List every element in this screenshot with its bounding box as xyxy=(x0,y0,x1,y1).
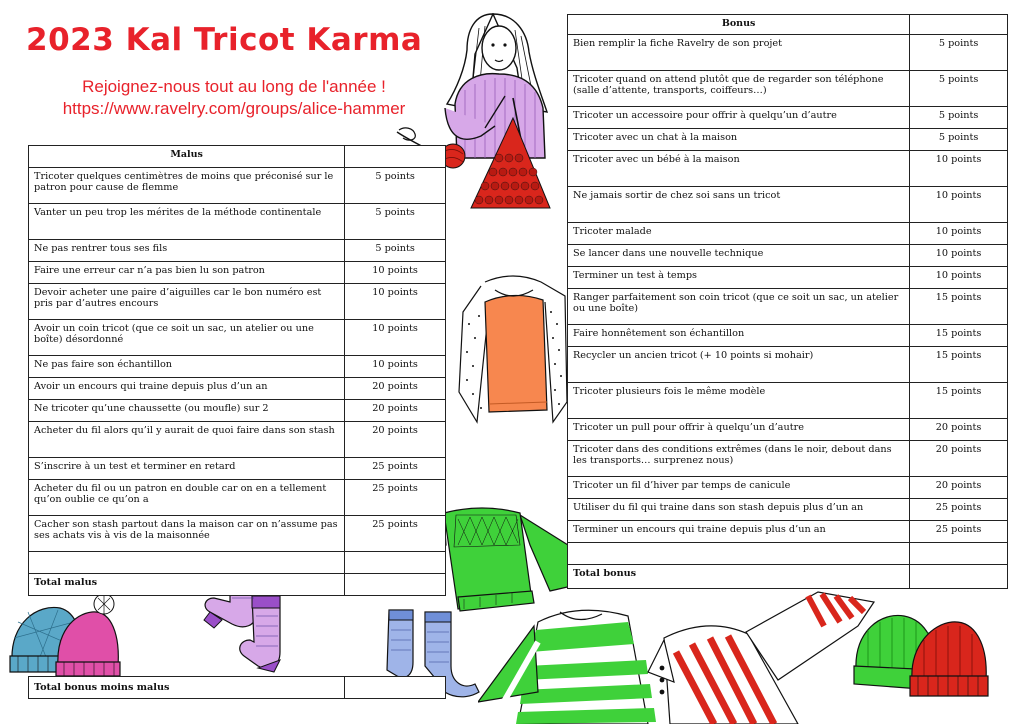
bonus-points: 15 points xyxy=(910,347,1008,383)
blank-row xyxy=(568,543,1008,565)
bonus-label: Tricoter un pull pour offrir à quelqu’un d’autre xyxy=(568,419,910,441)
grand-total-value[interactable] xyxy=(345,677,446,699)
table-row xyxy=(568,347,1008,383)
orange-sweater-illustration xyxy=(455,272,570,442)
bonus-label: Tricoter malade xyxy=(568,223,910,245)
malus-label: S’inscrire à un test et terminer en retard xyxy=(29,458,345,480)
malus-total-value[interactable] xyxy=(345,574,446,596)
table-row xyxy=(568,289,1008,325)
table-row xyxy=(568,267,1008,289)
table-row xyxy=(29,378,446,400)
malus-label: Ne pas faire son échantillon xyxy=(29,356,345,378)
malus-heading: Malus xyxy=(29,146,345,168)
bonus-points: 20 points xyxy=(910,441,1008,477)
malus-label: Cacher son stash partout dans la maison car on n’assume pas ses achats vis à vis de la maisonnée xyxy=(29,516,345,552)
malus-label: Ne tricoter qu’une chaussette (ou moufle) sur 2 xyxy=(29,400,345,422)
malus-points-heading xyxy=(345,146,446,168)
bonus-points: 5 points xyxy=(910,129,1008,151)
table-row xyxy=(29,262,446,284)
table-row xyxy=(568,477,1008,499)
table-row xyxy=(568,441,1008,477)
bonus-label: Tricoter quand on attend plutôt que de regarder son téléphone (salle d’attente, transports, coiffeurs…) xyxy=(568,71,910,107)
grand-total-label: Total bonus moins malus xyxy=(29,677,345,699)
group-link[interactable]: https://www.ravelry.com/groups/alice-hammer xyxy=(62,99,406,118)
table-row xyxy=(568,245,1008,267)
table-row xyxy=(568,419,1008,441)
table-row xyxy=(29,168,446,204)
bonus-points: 25 points xyxy=(910,499,1008,521)
bonus-points: 5 points xyxy=(910,71,1008,107)
bonus-points: 20 points xyxy=(910,419,1008,441)
bonus-points: 15 points xyxy=(910,289,1008,325)
malus-total-label: Total malus xyxy=(29,574,345,596)
blank-row xyxy=(29,552,446,574)
bonus-points: 25 points xyxy=(910,521,1008,543)
bonus-label: Tricoter avec un chat à la maison xyxy=(568,129,910,151)
bonus-points: 10 points xyxy=(910,151,1008,187)
malus-points: 10 points xyxy=(345,262,446,284)
bonus-label: Ranger parfaitement son coin tricot (que ce soit un sac, un atelier ou une boîte) xyxy=(568,289,910,325)
table-row xyxy=(29,204,446,240)
bonus-label: Tricoter dans des conditions extrêmes (dans le noir, debout dans les transports… surprenez nous) xyxy=(568,441,910,477)
bonus-header-row xyxy=(568,15,1008,35)
subtitle-invitation: Rejoignez-nous tout au long de l'année ! xyxy=(82,77,386,96)
malus-points: 20 points xyxy=(345,378,446,400)
malus-label: Ne pas rentrer tous ses fils xyxy=(29,240,345,262)
bonus-points: 5 points xyxy=(910,35,1008,71)
bonus-heading: Bonus xyxy=(568,15,910,35)
bonus-label: Recycler un ancien tricot (+ 10 points si mohair) xyxy=(568,347,910,383)
bonus-points: 10 points xyxy=(910,245,1008,267)
malus-label: Acheter du fil alors qu’il y aurait de quoi faire dans son stash xyxy=(29,422,345,458)
page-title: 2023 Kal Tricot Karma xyxy=(26,22,423,58)
malus-label: Avoir un coin tricot (que ce soit un sac, un atelier ou une boîte) désordonné xyxy=(29,320,345,356)
malus-points: 20 points xyxy=(345,422,446,458)
bonus-total-value[interactable] xyxy=(910,565,1008,589)
bonus-label: Bien remplir la fiche Ravelry de son projet xyxy=(568,35,910,71)
malus-label: Acheter du fil ou un patron en double car on en a tellement qu’on oublie ce qu’on a xyxy=(29,480,345,516)
malus-points: 5 points xyxy=(345,204,446,240)
table-row xyxy=(568,151,1008,187)
bonus-label: Se lancer dans une nouvelle technique xyxy=(568,245,910,267)
green-red-beanies-illustration xyxy=(852,600,992,710)
table-row xyxy=(29,240,446,262)
bonus-points: 15 points xyxy=(910,383,1008,419)
malus-points: 25 points xyxy=(345,458,446,480)
bonus-label: Terminer un test à temps xyxy=(568,267,910,289)
malus-points: 5 points xyxy=(345,168,446,204)
malus-header-row xyxy=(29,146,446,168)
malus-label: Devoir acheter une paire d’aiguilles car le bon numéro est pris par d’autres encours xyxy=(29,284,345,320)
malus-points: 25 points xyxy=(345,516,446,552)
bonus-points: 10 points xyxy=(910,223,1008,245)
table-row xyxy=(29,458,446,480)
malus-points: 10 points xyxy=(345,320,446,356)
table-row xyxy=(568,223,1008,245)
table-row xyxy=(29,284,446,320)
bonus-total-row xyxy=(568,565,1008,589)
malus-label: Avoir un encours qui traine depuis plus d’un an xyxy=(29,378,345,400)
malus-points: 20 points xyxy=(345,400,446,422)
blank-cell xyxy=(29,552,345,574)
table-row xyxy=(568,499,1008,521)
bonus-label: Tricoter un accessoire pour offrir à quelqu’un d’autre xyxy=(568,107,910,129)
bonus-label: Faire honnêtement son échantillon xyxy=(568,325,910,347)
page-subtitle xyxy=(34,76,434,120)
bonus-points-heading xyxy=(910,15,1008,35)
bonus-label: Tricoter avec un bébé à la maison xyxy=(568,151,910,187)
grand-total-row xyxy=(29,677,446,699)
table-row xyxy=(29,516,446,552)
table-row xyxy=(568,383,1008,419)
blank-cell xyxy=(345,552,446,574)
table-row xyxy=(568,107,1008,129)
bonus-label: Utiliser du fil qui traine dans son stash depuis plus d’un an xyxy=(568,499,910,521)
table-row xyxy=(29,422,446,458)
malus-table xyxy=(28,145,446,596)
bonus-points: 10 points xyxy=(910,267,1008,289)
bonus-label: Tricoter plusieurs fois le même modèle xyxy=(568,383,910,419)
malus-points: 5 points xyxy=(345,240,446,262)
table-row xyxy=(29,480,446,516)
bonus-label: Tricoter un fil d’hiver par temps de canicule xyxy=(568,477,910,499)
table-row xyxy=(568,187,1008,223)
malus-points: 10 points xyxy=(345,284,446,320)
malus-points: 25 points xyxy=(345,480,446,516)
table-row xyxy=(29,400,446,422)
bonus-points: 20 points xyxy=(910,477,1008,499)
striped-sweaters-illustration xyxy=(478,582,888,724)
grand-total-table xyxy=(28,676,446,699)
table-row xyxy=(29,356,446,378)
malus-total-row xyxy=(29,574,446,596)
bonus-total-label: Total bonus xyxy=(568,565,910,589)
malus-points: 10 points xyxy=(345,356,446,378)
blank-cell xyxy=(568,543,910,565)
bonus-points: 5 points xyxy=(910,107,1008,129)
bonus-label: Ne jamais sortir de chez soi sans un tricot xyxy=(568,187,910,223)
table-row xyxy=(568,71,1008,107)
bonus-points: 15 points xyxy=(910,325,1008,347)
table-row xyxy=(29,320,446,356)
malus-label: Faire une erreur car n’a pas bien lu son patron xyxy=(29,262,345,284)
malus-label: Tricoter quelques centimètres de moins que préconisé sur le patron pour cause de flemme xyxy=(29,168,345,204)
table-row xyxy=(568,129,1008,151)
malus-label: Vanter un peu trop les mérites de la méthode continentale xyxy=(29,204,345,240)
beanie-hats-illustration xyxy=(8,592,123,682)
table-row xyxy=(568,521,1008,543)
bonus-label: Terminer un encours qui traine depuis plus d’un an xyxy=(568,521,910,543)
bonus-points: 10 points xyxy=(910,187,1008,223)
table-row xyxy=(568,35,1008,71)
bonus-table xyxy=(567,14,1008,589)
table-row xyxy=(568,325,1008,347)
blank-cell xyxy=(910,543,1008,565)
